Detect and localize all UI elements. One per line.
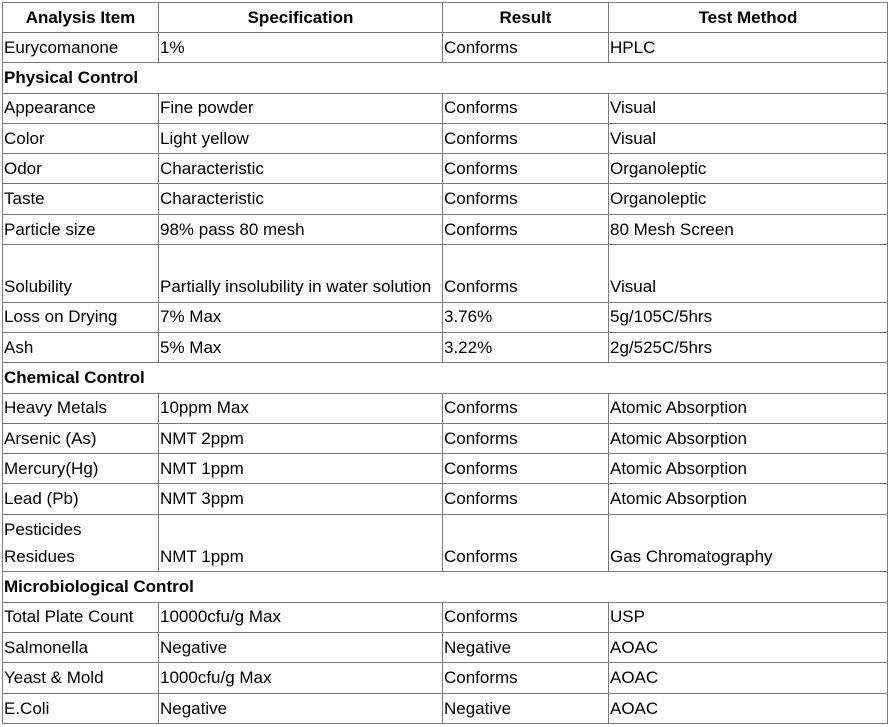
section-row	[3, 572, 888, 602]
analysis-item-cell: Salmonella	[3, 632, 159, 662]
analysis-item-cell: Pesticides Residues	[3, 514, 159, 572]
analysis-item-cell: Total Plate Count	[3, 602, 159, 632]
specification-cell: 7% Max	[159, 302, 443, 332]
analysis-item-cell: Ash	[3, 332, 159, 362]
analysis-item-cell: Taste	[3, 184, 159, 214]
test-method-cell: Atomic Absorption	[609, 393, 888, 423]
result-cell: Conforms	[443, 245, 609, 303]
section-row	[3, 363, 888, 393]
table-row	[3, 423, 888, 453]
analysis-item-cell: Particle size	[3, 214, 159, 244]
section-label: Microbiological Control	[3, 572, 888, 602]
specification-cell: Light yellow	[159, 123, 443, 153]
table-row	[3, 514, 888, 572]
specification-cell: 5% Max	[159, 332, 443, 362]
test-method-cell: 80 Mesh Screen	[609, 214, 888, 244]
specification-cell: 1%	[159, 33, 443, 63]
result-cell: 3.22%	[443, 332, 609, 362]
table-row	[3, 154, 888, 184]
specification-cell: Negative	[159, 693, 443, 724]
table-row	[3, 214, 888, 244]
table-row	[3, 93, 888, 123]
result-cell: 3.76%	[443, 302, 609, 332]
table-row	[3, 184, 888, 214]
header-specification: Specification	[159, 3, 443, 33]
result-cell: Conforms	[443, 184, 609, 214]
specification-cell: 10000cfu/g Max	[159, 602, 443, 632]
result-cell: Negative	[443, 693, 609, 724]
analysis-item-cell: Solubility	[3, 245, 159, 303]
result-cell: Conforms	[443, 514, 609, 572]
test-method-cell: Gas Chromatography	[609, 514, 888, 572]
table-header-row	[3, 3, 888, 33]
result-cell: Conforms	[443, 454, 609, 484]
test-method-cell: 5g/105C/5hrs	[609, 302, 888, 332]
analysis-item-cell: Arsenic (As)	[3, 423, 159, 453]
analysis-item-cell: Color	[3, 123, 159, 153]
table-row	[3, 302, 888, 332]
analysis-item-cell: E.Coli	[3, 693, 159, 724]
specification-cell: 98% pass 80 mesh	[159, 214, 443, 244]
specification-cell: Characteristic	[159, 184, 443, 214]
test-method-cell: Visual	[609, 245, 888, 303]
specification-cell: NMT 3ppm	[159, 484, 443, 514]
test-method-cell: AOAC	[609, 632, 888, 662]
test-method-cell: Visual	[609, 123, 888, 153]
result-cell: Negative	[443, 632, 609, 662]
analysis-item-cell: Eurycomanone	[3, 33, 159, 63]
table-row	[3, 454, 888, 484]
section-label: Chemical Control	[3, 363, 888, 393]
table-row	[3, 393, 888, 423]
test-method-cell: Atomic Absorption	[609, 484, 888, 514]
analysis-item-cell: Lead (Pb)	[3, 484, 159, 514]
specification-cell: 10ppm Max	[159, 393, 443, 423]
result-cell: Conforms	[443, 123, 609, 153]
test-method-cell: Organoleptic	[609, 154, 888, 184]
header-analysis-item: Analysis Item	[3, 3, 159, 33]
result-cell: Conforms	[443, 33, 609, 63]
test-method-cell: Organoleptic	[609, 184, 888, 214]
test-method-cell: AOAC	[609, 663, 888, 693]
result-cell: Conforms	[443, 393, 609, 423]
analysis-item-cell: Yeast & Mold	[3, 663, 159, 693]
test-method-cell: Atomic Absorption	[609, 423, 888, 453]
test-method-cell: AOAC	[609, 693, 888, 724]
analysis-item-cell: Loss on Drying	[3, 302, 159, 332]
test-method-cell: Atomic Absorption	[609, 454, 888, 484]
section-row	[3, 63, 888, 93]
test-method-cell: HPLC	[609, 33, 888, 63]
specification-cell: NMT 2ppm	[159, 423, 443, 453]
specification-cell: 1000cfu/g Max	[159, 663, 443, 693]
result-cell: Conforms	[443, 154, 609, 184]
analysis-item-cell: Appearance	[3, 93, 159, 123]
result-cell: Conforms	[443, 663, 609, 693]
table-row	[3, 602, 888, 632]
specification-cell: Negative	[159, 632, 443, 662]
section-label: Physical Control	[3, 63, 888, 93]
table-row	[3, 693, 888, 724]
analysis-item-cell: Heavy Metals	[3, 393, 159, 423]
result-cell: Conforms	[443, 484, 609, 514]
specification-cell: NMT 1ppm	[159, 454, 443, 484]
analysis-table	[2, 2, 888, 724]
table-row	[3, 663, 888, 693]
table-row	[3, 245, 888, 303]
test-method-cell: 2g/525C/5hrs	[609, 332, 888, 362]
result-cell: Conforms	[443, 93, 609, 123]
analysis-item-cell: Mercury(Hg)	[3, 454, 159, 484]
table-body	[3, 33, 888, 724]
table-row	[3, 332, 888, 362]
result-cell: Conforms	[443, 423, 609, 453]
table-row	[3, 632, 888, 662]
table-row	[3, 33, 888, 63]
table-row	[3, 123, 888, 153]
header-test-method: Test Method	[609, 3, 888, 33]
table-row	[3, 484, 888, 514]
test-method-cell: Visual	[609, 93, 888, 123]
test-method-cell: USP	[609, 602, 888, 632]
specification-cell: Partially insolubility in water solution	[159, 245, 443, 303]
result-cell: Conforms	[443, 602, 609, 632]
analysis-item-cell: Odor	[3, 154, 159, 184]
result-cell: Conforms	[443, 214, 609, 244]
specification-cell: Fine powder	[159, 93, 443, 123]
specification-cell: NMT 1ppm	[159, 514, 443, 572]
specification-cell: Characteristic	[159, 154, 443, 184]
header-result: Result	[443, 3, 609, 33]
